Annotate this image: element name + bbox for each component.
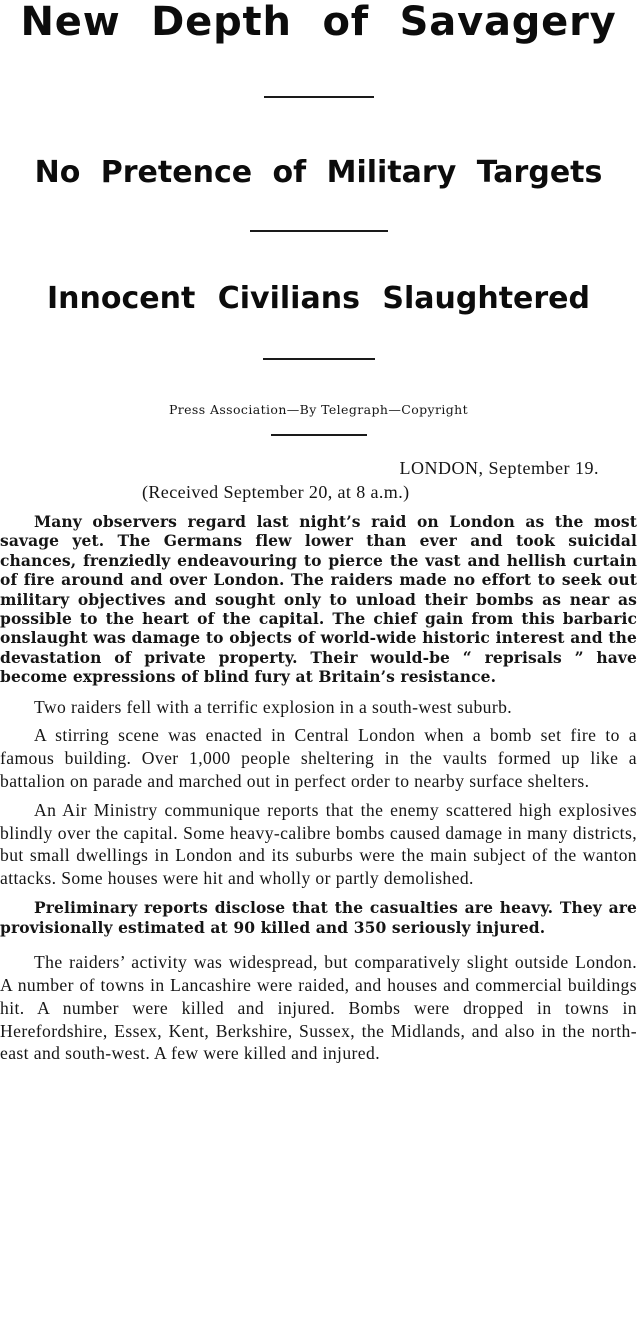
body-paragraph: Two raiders fell with a terrific explosion in a south-west suburb. (34, 696, 513, 717)
dateline: LONDON, September 19. (399, 458, 599, 478)
subheadline-civilians: Innocent Civilians Slaughtered (47, 281, 590, 316)
lead-paragraph: Many observers regard last night’s raid on London as the most savage yet. The Germans flew lower than ever and took suicidal chances, frenziedly endeavouring to pierce the vast and hellish curtain of fire around and over London. The raiders made no effort to seek out military objectives and sought only to unload their bombs as near as possible to the heart of the capital. The chief gain from this barbaric onslaught was damage to objects of world-wide historic interest and the devastation of private property. Their would-be “ reprisals ” have become expressions of blind fury at Britain’s resistance. (0, 512, 637, 687)
received-line: (Received September 20, at 8 a.m.) (142, 482, 410, 502)
casualties-paragraph: Preliminary reports disclose that the casualties are heavy. They are provisionally estimated at 90 killed and 350 seriously injured. (0, 898, 637, 937)
body-paragraph: An Air Ministry communique reports that the enemy scattered high explosives blindly over the capital. Some heavy-calibre bombs caused damage in many districts, but small dwellings in London and its suburbs were the main subject of the wanton attacks. Some houses were hit and wholly or partly demolished. (0, 799, 637, 889)
divider-rule (264, 96, 374, 98)
main-headline: New Depth of Savagery (20, 0, 617, 45)
divider-rule (263, 358, 375, 360)
body-paragraph: The raiders’ activity was widespread, but comparatively slight outside London. A number of towns in Lancashire were raided, and houses and commercial buildings hit. A number were killed and injured. Bombs were dropped in towns in Herefordshire, Essex, Kent, Berkshire, Sussex, the Midlands, and also in the north-east and south-west. A few were killed and injured. (0, 952, 637, 1064)
divider-rule (271, 434, 367, 436)
subheadline-military-targets: No Pretence of Military Targets (34, 155, 603, 190)
divider-rule (250, 230, 388, 232)
press-credit: Press Association—By Telegraph—Copyright (168, 402, 469, 417)
body-paragraph: A stirring scene was enacted in Central London when a bomb set fire to a famous building. Over 1,000 people sheltering in the vaults formed up like a battalion on parade and marched out in perfect order to nearby surface shelters. (0, 725, 637, 792)
